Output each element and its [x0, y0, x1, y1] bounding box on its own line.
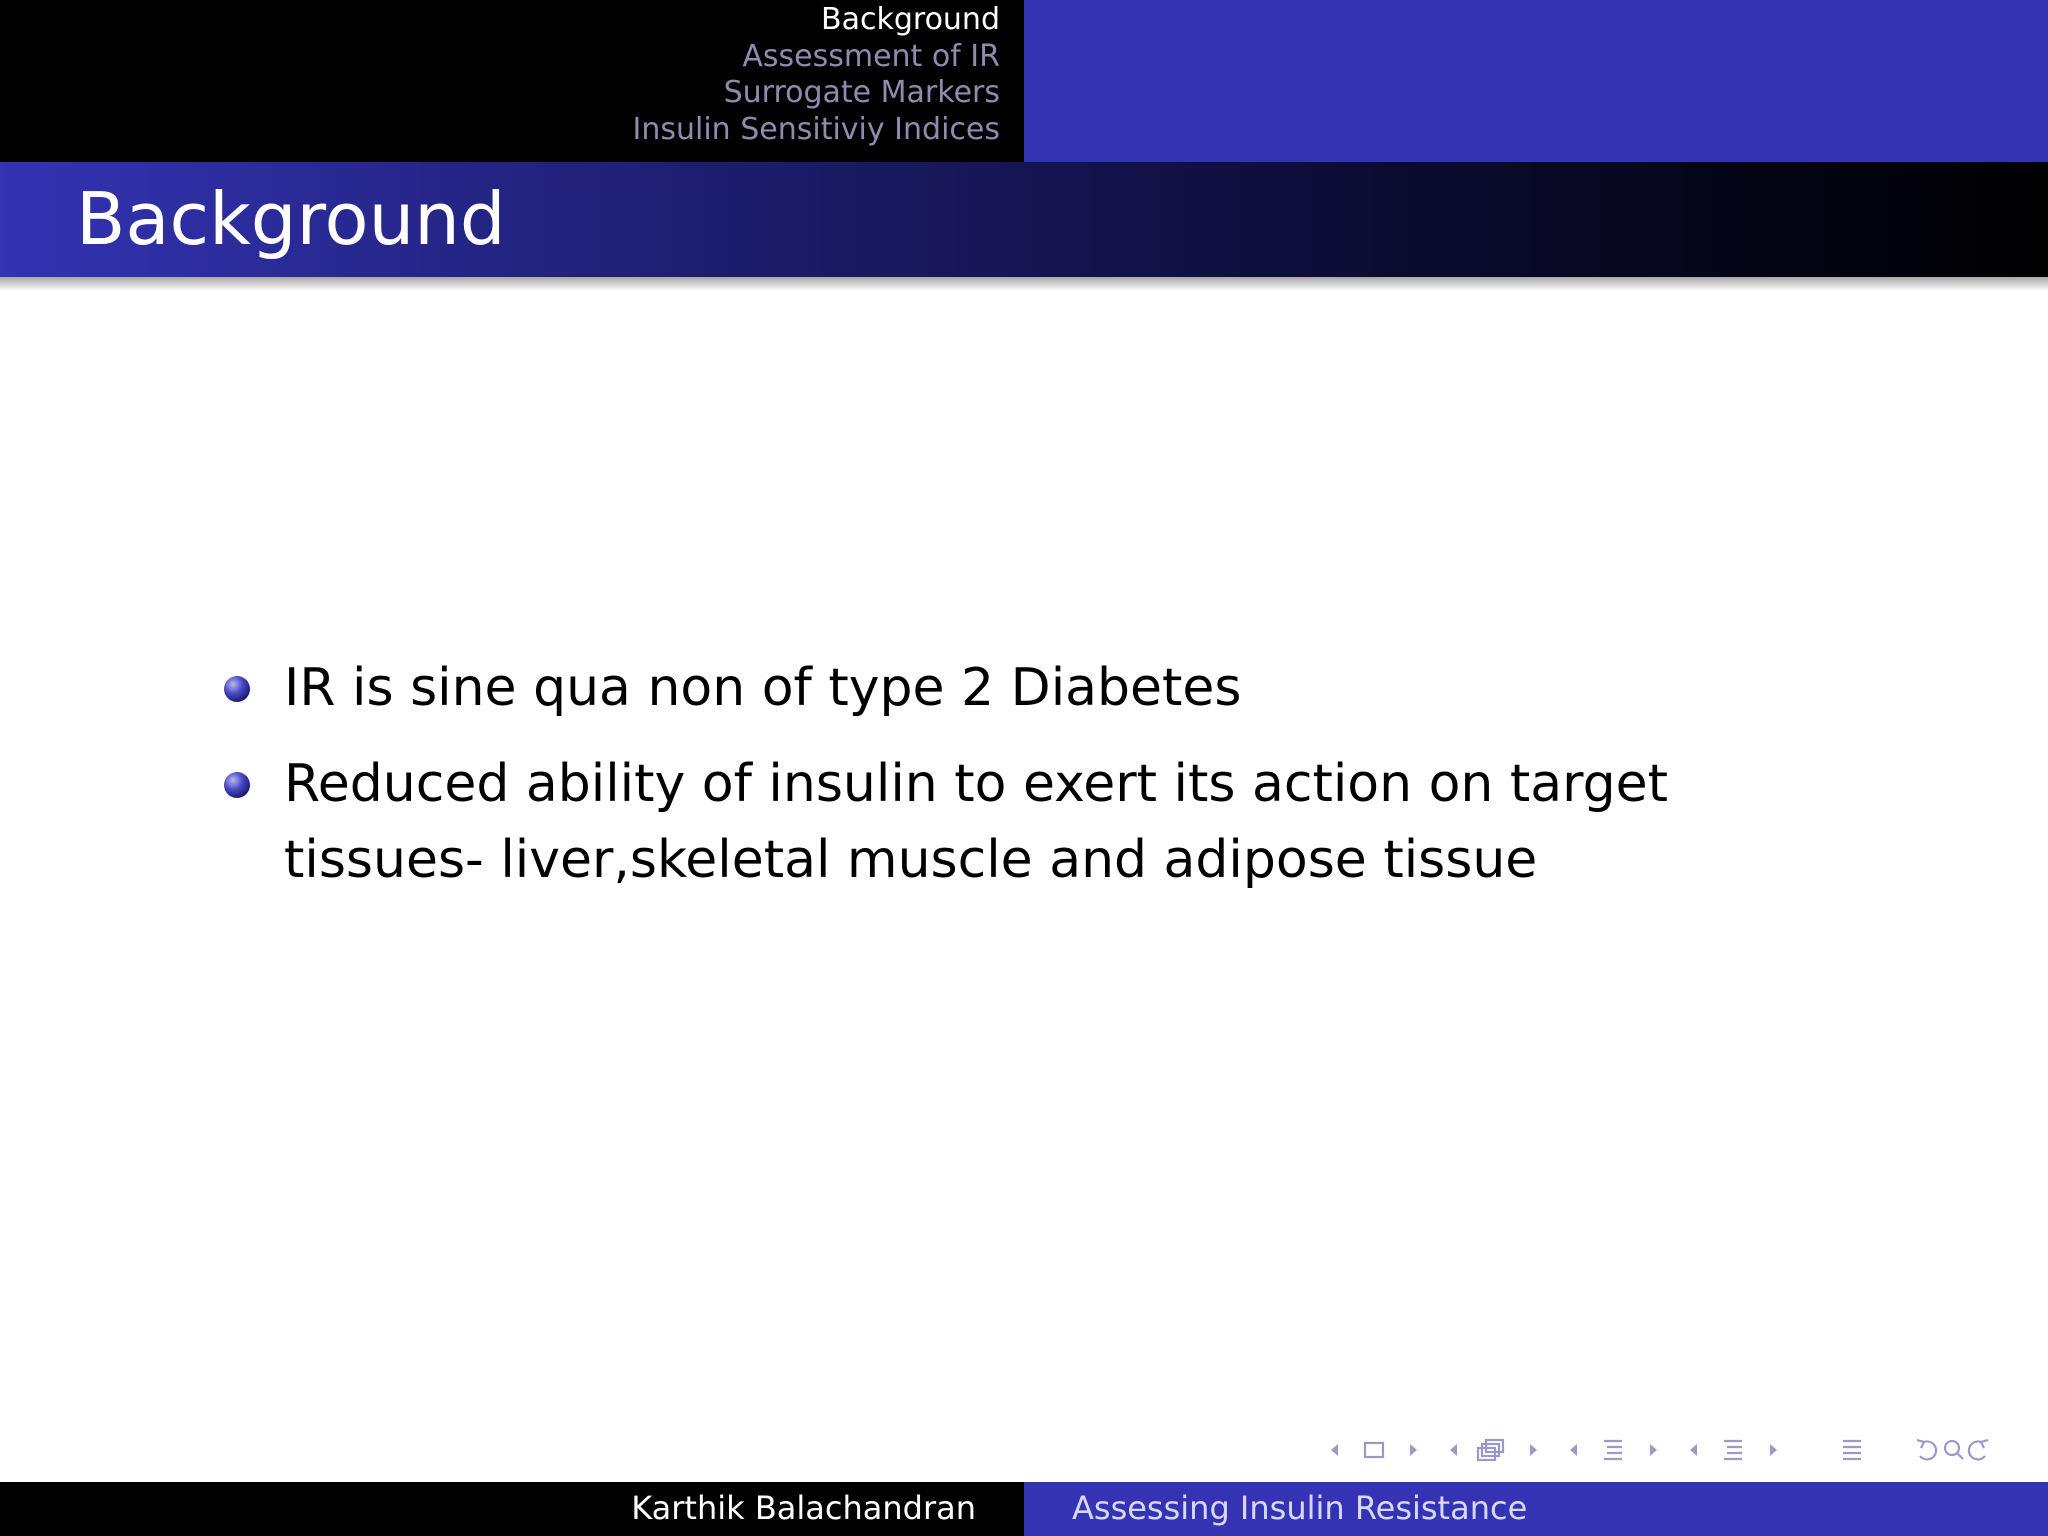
title-bar-shadow [0, 277, 2048, 291]
navigation-symbols [1320, 1432, 2040, 1468]
prev-section-arrow-icon[interactable] [1690, 1444, 1697, 1456]
footer-author: Karthik Balachandran [631, 1489, 976, 1527]
bullet-item [220, 746, 1880, 898]
prev-frame-arrow-icon[interactable] [1450, 1444, 1457, 1456]
footer-talk-title: Assessing Insulin Resistance [1072, 1489, 1528, 1527]
nav-section-background[interactable]: Background [821, 2, 1000, 37]
ball-bullet-icon [224, 676, 250, 702]
bullet-text: Reduced ability of insulin to exert its action on target tissues- liver,skeletal muscle and adipose tissue [284, 754, 1668, 890]
bullet-item [220, 650, 1880, 726]
document-icon[interactable] [1843, 1441, 1861, 1459]
back-icon[interactable] [1917, 1440, 1936, 1459]
navigation-controls [1320, 1432, 2040, 1468]
bullet-text: IR is sine qua non of type 2 Diabetes [284, 658, 1242, 718]
frame-title: Background [76, 177, 506, 261]
subsection-icon[interactable] [1604, 1441, 1622, 1459]
frame-icon[interactable] [1478, 1440, 1503, 1460]
nav-section-assessment-of-ir[interactable]: Assessment of IR [742, 38, 1000, 74]
section-icon[interactable] [1724, 1441, 1742, 1459]
next-slide-arrow-icon[interactable] [1410, 1444, 1417, 1456]
prev-subsection-arrow-icon[interactable] [1570, 1444, 1577, 1456]
section-navigation [633, 2, 1001, 148]
nav-section-surrogate-markers[interactable]: Surrogate Markers [723, 75, 1000, 110]
footer-right-panel [1024, 1482, 2048, 1536]
header-right-panel [1024, 0, 2048, 162]
header-left-panel [0, 0, 1024, 162]
footer-left-panel [0, 1482, 1024, 1536]
forward-icon[interactable] [1969, 1440, 1988, 1459]
prev-slide-arrow-icon[interactable] [1331, 1444, 1338, 1456]
ball-bullet-icon [224, 772, 250, 798]
next-section-arrow-icon[interactable] [1770, 1444, 1777, 1456]
slide-icon[interactable] [1365, 1443, 1383, 1457]
nav-section-insulin-sensitivity-indices[interactable]: Insulin Sensitiviy Indices [632, 111, 1000, 147]
next-frame-arrow-icon[interactable] [1530, 1444, 1537, 1456]
next-subsection-arrow-icon[interactable] [1650, 1444, 1657, 1456]
search-icon[interactable] [1945, 1441, 1963, 1459]
frame-content [220, 650, 1880, 918]
